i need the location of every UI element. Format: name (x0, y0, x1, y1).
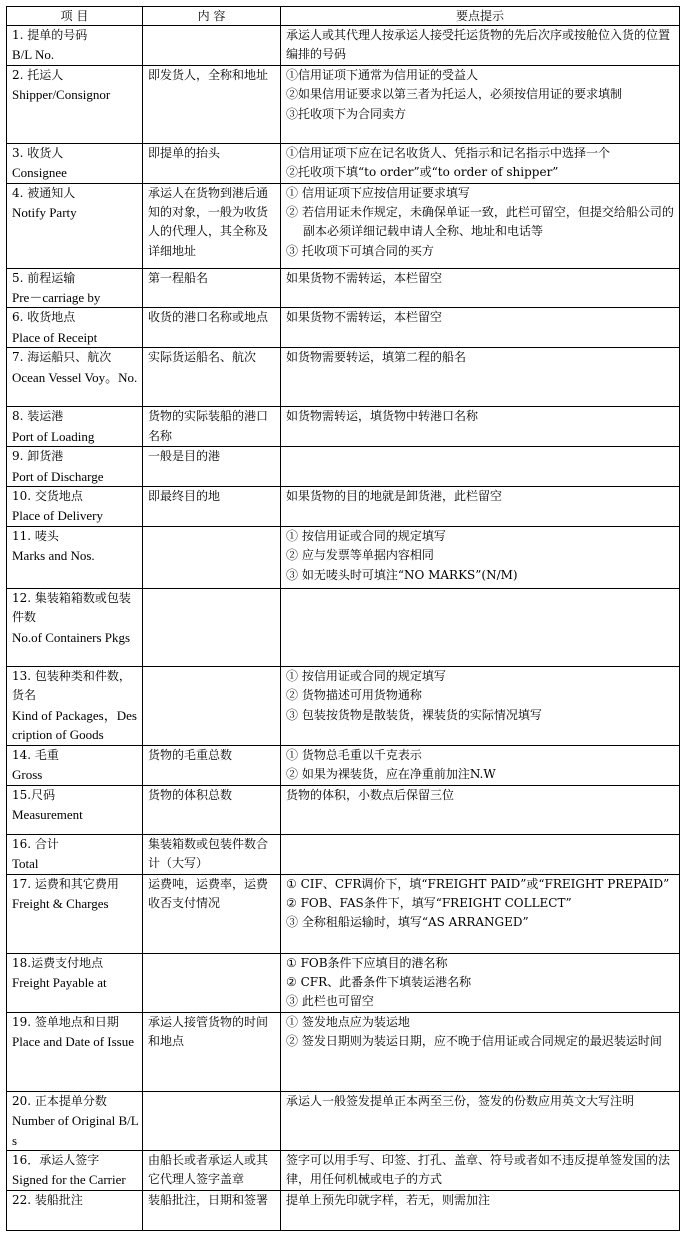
item-line: Number of Original B/Ls (12, 1113, 139, 1148)
item-cell (7, 407, 143, 447)
header-item: 项 目 (7, 7, 143, 26)
item-cell (7, 874, 143, 953)
content-cell (143, 268, 281, 308)
content-cell (143, 526, 281, 588)
item-line: Ocean Vessel Voy。No. (12, 369, 138, 385)
notes-line: 如货物需转运，填货物中转港口名称 (286, 409, 479, 424)
notes-cell (281, 1150, 680, 1190)
item-line: 17. 运费和其它费用 (12, 876, 119, 891)
item-line: Port of Discharge (12, 468, 104, 484)
item-line: 5. 前程运输 (12, 270, 76, 285)
item-cell (7, 745, 143, 785)
item-line: 3. 收货人 (12, 145, 64, 160)
notes-line: ②托收项下填“to order”或“to order of shipper” (286, 165, 559, 180)
item-line: Consignee (12, 165, 67, 181)
content-cell (143, 745, 281, 785)
item-line: 10. 交货地点 (12, 489, 83, 504)
item-line: 22. 装船批注 (12, 1192, 83, 1207)
table-row (7, 834, 680, 874)
notes-line: ①信用证项下应在记名收货人、凭指示和记名指示中选择一个 (286, 145, 611, 160)
content-line: 实际货运船名、航次 (148, 350, 257, 365)
notes-cell (281, 447, 680, 487)
content-cell (143, 348, 281, 407)
table-row (7, 1190, 680, 1230)
item-line: Pre－carriage by (12, 290, 101, 306)
notes-line: ① 按信用证或合同的规定填写 (286, 668, 446, 683)
item-line: Signed for the Carrier (12, 1172, 126, 1188)
notes-line: ②如果信用证要求以第三者为托运人，必须按信用证的要求填制 (286, 87, 623, 102)
notes-cell (281, 183, 680, 268)
content-cell (143, 588, 281, 666)
item-line: Freight & Charges (12, 895, 109, 911)
item-line: 16．承运人签字 (12, 1152, 100, 1167)
item-cell (7, 65, 143, 143)
content-cell (143, 308, 281, 348)
item-line: Place and Date of Issue (12, 1034, 135, 1050)
item-line: 11. 唛头 (12, 528, 59, 543)
table-row (7, 65, 680, 143)
content-line: 集装箱数或包装件数合计（大写） (148, 836, 269, 871)
content-line: 承运人在货物到港后通知的对象，一般为收货人的代理人，其全称及详细地址 (148, 185, 269, 258)
notes-line: ③ 如无唛头时可填注“NO MARKS”(N/M) (286, 567, 518, 582)
table-row (7, 953, 680, 1012)
item-line: 7. 海运船只、航次 (12, 350, 112, 365)
notes-line: ①信用证项下通常为信用证的受益人 (286, 67, 479, 82)
notes-line: ① CIF、CFR调价下，填“FREIGHT PAID”或“FREIGHT PREPAID” (286, 876, 670, 891)
notes-line: ③ 托收项下可填合同的买方 (286, 243, 434, 258)
item-cell (7, 953, 143, 1012)
content-cell (143, 953, 281, 1012)
item-line: 13. 包装种类和件数，货名 (12, 668, 131, 703)
table-row (7, 745, 680, 785)
notes-cell (281, 1190, 680, 1230)
content-cell (143, 65, 281, 143)
item-line: Shipper/Consignor (12, 87, 111, 103)
item-line: No.of Containers Pkgs (12, 629, 131, 645)
table-row (7, 1091, 680, 1150)
notes-cell (281, 143, 680, 183)
item-line: Marks and Nos. (12, 548, 95, 564)
item-line: Place of Delivery (12, 508, 103, 524)
table-row (7, 447, 680, 487)
item-line: 16. 合计 (12, 836, 59, 851)
content-cell (143, 1190, 281, 1230)
notes-line: ① FOB条件下应填目的港名称 (286, 955, 448, 970)
notes-cell (281, 268, 680, 308)
item-line: Total (12, 856, 39, 872)
notes-cell (281, 834, 680, 874)
item-line: Freight Payable at (12, 974, 107, 990)
content-cell (143, 407, 281, 447)
notes-line: ② 货物描述可用货物通称 (286, 688, 422, 703)
content-line: 即提单的抬头 (148, 145, 221, 160)
item-line: Measurement (12, 807, 83, 823)
content-line: 一般是目的港 (148, 449, 221, 464)
notes-line: ② 应与发票等单据内容相同 (286, 548, 434, 563)
content-cell (143, 487, 281, 527)
item-cell (7, 308, 143, 348)
content-cell (143, 666, 281, 745)
notes-cell (281, 526, 680, 588)
notes-cell (281, 785, 680, 834)
content-line: 即最终目的地 (148, 489, 221, 504)
table-row (7, 183, 680, 268)
notes-cell (281, 1012, 680, 1091)
item-line: 19. 签单地点和日期 (12, 1014, 119, 1029)
table-row (7, 487, 680, 527)
table-row (7, 268, 680, 308)
notes-line: 如果货物的目的地就是卸货港，此栏留空 (286, 489, 503, 504)
notes-line: 货物的体积，小数点后保留三位 (286, 787, 455, 802)
notes-line: ① 信用证项下应按信用证要求填写 (286, 185, 470, 200)
notes-line: ③ 此栏也可留空 (286, 994, 374, 1009)
item-line: B/L No. (12, 47, 55, 63)
content-cell (143, 26, 281, 66)
item-cell (7, 143, 143, 183)
content-line: 收货的港口名称或地点 (148, 310, 269, 325)
notes-cell (281, 487, 680, 527)
table-row (7, 666, 680, 745)
notes-line: 签字可以用手写、印签、打孔、盖章、符号或者如不违反提单签发国的法律，用任何机械或电子的方式 (286, 1152, 671, 1187)
item-cell (7, 666, 143, 745)
table-row (7, 785, 680, 834)
item-line: 6. 收货地点 (12, 310, 76, 325)
item-cell (7, 526, 143, 588)
header-row (7, 7, 680, 26)
notes-line: ② CFR、此番条件下填装运港名称 (286, 974, 472, 989)
content-line: 由船长或者承运人或其它代理人签字盖章 (148, 1152, 269, 1187)
notes-line: ③ 包装按货物是散装货，裸装货的实际情况填写 (286, 707, 542, 722)
item-line: Gross (12, 767, 43, 783)
notes-line: 如货物需要转运，填第二程的船名 (286, 350, 467, 365)
table-row (7, 1150, 680, 1190)
table-row (7, 407, 680, 447)
item-cell (7, 1190, 143, 1230)
header-notes: 要点提示 (281, 7, 680, 26)
notes-line: ① 货物总毛重以千克表示 (286, 747, 422, 762)
item-line: 18.运费支付地点 (12, 955, 104, 970)
item-cell (7, 834, 143, 874)
notes-line: 承运人一般签发提单正本两至三份，签发的份数应用英文大写注明 (286, 1093, 635, 1108)
notes-line: 如果货物不需转运，本栏留空 (286, 310, 443, 325)
item-line: 9. 卸货港 (12, 449, 64, 464)
content-line: 即发货人，全称和地址 (148, 67, 269, 82)
item-cell (7, 348, 143, 407)
item-line: Notify Party (12, 205, 77, 221)
item-cell (7, 588, 143, 666)
item-line: Port of Loading (12, 428, 95, 444)
item-cell (7, 1150, 143, 1190)
notes-line: ② 若信用证未作规定，未确保单证一致，此栏可留空，但提交给船公司的副本必须详细记载申请人全称、地址和电话等 (286, 205, 674, 239)
notes-cell (281, 953, 680, 1012)
notes-line: ③ 全称租船运输时，填写“AS ARRANGED” (286, 915, 529, 930)
notes-cell (281, 65, 680, 143)
content-line: 承运人接管货物的时间和地点 (148, 1014, 269, 1049)
item-line: 12. 集装箱箱数或包装件数 (12, 590, 131, 625)
notes-line: ① 按信用证或合同的规定填写 (286, 528, 446, 543)
item-line: 8. 装运港 (12, 409, 64, 424)
notes-line: 如果货物不需转运，本栏留空 (286, 270, 443, 285)
item-line: 4. 被通知人 (12, 185, 76, 200)
content-line: 第一程船名 (148, 270, 209, 285)
item-cell (7, 785, 143, 834)
content-cell (143, 1091, 281, 1150)
notes-cell (281, 666, 680, 745)
content-cell (143, 1150, 281, 1190)
item-line: 14. 毛重 (12, 747, 59, 762)
notes-line: ② 签发日期则为装运日期，应不晚于信用证或合同规定的最迟装运时间 (286, 1034, 662, 1049)
content-line: 货物的实际装船的港口名称 (148, 409, 269, 443)
header-content: 内 容 (143, 7, 281, 26)
item-line: 1. 提单的号码 (12, 28, 88, 42)
table-row (7, 874, 680, 953)
notes-line: ② FOB、FAS条件下，填写“FREIGHT COLLECT” (286, 895, 572, 910)
item-line: 15.尺码 (12, 787, 56, 802)
bill-of-lading-table (6, 6, 680, 1231)
table-row (7, 588, 680, 666)
table-row (7, 526, 680, 588)
notes-line: 承运人或其代理人按承运人接受托运货物的先后次序或按舱位入货的位置编排的号码 (286, 28, 671, 62)
notes-line: ② 如果为裸装货，应在净重前加注N.W (286, 767, 496, 782)
table-row (7, 348, 680, 407)
item-line: Place of Receipt (12, 329, 98, 345)
notes-cell (281, 26, 680, 66)
notes-line: ① 签发地点应为装运地 (286, 1014, 410, 1029)
item-cell (7, 447, 143, 487)
content-line: 运费吨，运费率，运费收否支付情况 (148, 876, 269, 910)
notes-line: 提单上预先印就字样，若无，则需加注 (286, 1192, 491, 1207)
table-row (7, 143, 680, 183)
notes-cell (281, 1091, 680, 1150)
content-cell (143, 143, 281, 183)
notes-cell (281, 308, 680, 348)
content-cell (143, 447, 281, 487)
item-cell (7, 487, 143, 527)
content-line: 货物的体积总数 (148, 787, 233, 802)
table-body (7, 26, 680, 1231)
content-line: 装船批注，日期和签署 (148, 1192, 269, 1207)
table-row (7, 308, 680, 348)
content-cell (143, 834, 281, 874)
content-cell (143, 1012, 281, 1091)
item-cell (7, 1012, 143, 1091)
item-cell (7, 183, 143, 268)
notes-cell (281, 745, 680, 785)
notes-line: ③托收项下为合同卖方 (286, 106, 407, 121)
item-cell (7, 1091, 143, 1150)
item-line: 20. 正本提单分数 (12, 1093, 107, 1108)
notes-cell (281, 588, 680, 666)
content-cell (143, 183, 281, 268)
item-cell (7, 26, 143, 66)
notes-cell (281, 348, 680, 407)
item-line: Kind of Packages，Description of Goods (12, 707, 137, 743)
content-cell (143, 785, 281, 834)
content-line: 货物的毛重总数 (148, 747, 233, 762)
table-row (7, 26, 680, 66)
table-row (7, 1012, 680, 1091)
content-cell (143, 874, 281, 953)
item-cell (7, 268, 143, 308)
notes-cell (281, 407, 680, 447)
item-line: 2. 托运人 (12, 67, 64, 82)
notes-cell (281, 874, 680, 953)
